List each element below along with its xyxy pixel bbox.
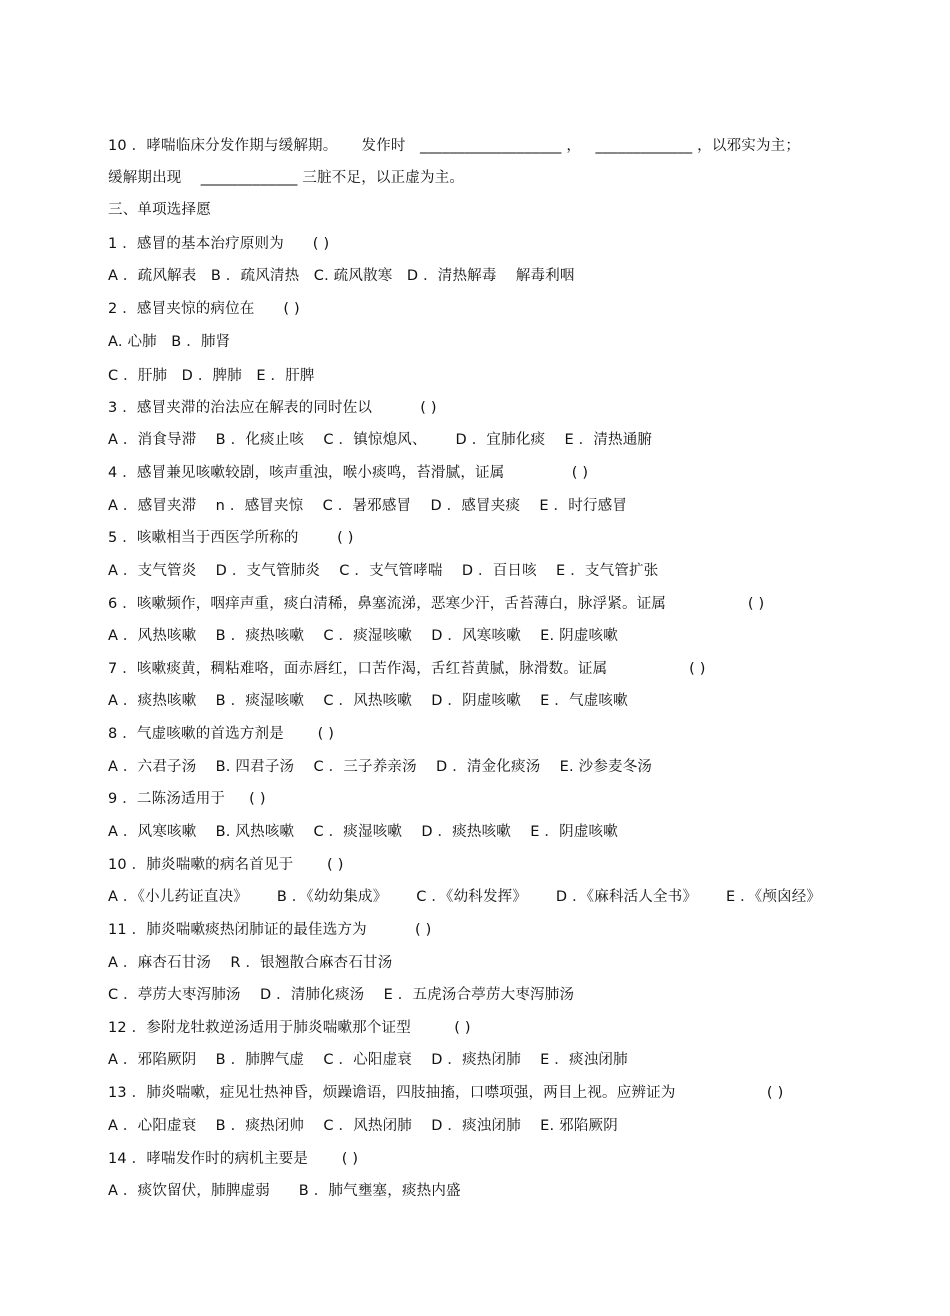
question-3-options: A ．消食导滞 B ．化痰止咳 C ．镇惊熄风、 D ．宜肺化痰 E ．清热通腑 (108, 432, 653, 448)
question-9-options: A ．风寒咳嗽 B. 风热咳嗽 C ．痰湿咳嗽 D ．痰热咳嗽 E ．阴虚咳嗽 (108, 824, 618, 840)
question-1: 1 ．感冒的基本治疗原则为 ( ) (108, 236, 330, 252)
question-2-options-2: C ．肝肺 D ．脾肺 E ．肝脾 (108, 368, 315, 384)
question-8-options: A ．六君子汤 B. 四君子汤 C ．三子养亲汤 D ．清金化痰汤 E. 沙参麦冬汤 (108, 759, 653, 775)
question-8: 8 ．气虚咳嗽的首选方剂是 ( ) (108, 726, 335, 742)
question-14: 14 ．哮喘发作时的病机主要是 ( ) (108, 1151, 359, 1167)
question-9: 9 ．二陈汤适用于 ( ) (108, 791, 266, 807)
question-7-options: A ．痰热咳嗽 B ．痰湿咳嗽 C ．风热咳嗽 D ．阴虚咳嗽 E ．气虚咳嗽 (108, 693, 628, 709)
question-13: 13 ．肺炎喘嗽，症见壮热神昏，烦躁谵语，四肢抽搐，口噤项强，两目上视。应辨证为 ( ) (108, 1085, 784, 1101)
question-6-options: A ．风热咳嗽 B ．痰热咳嗽 C ．痰湿咳嗽 D ．风寒咳嗽 E. 阴虚咳嗽 (108, 628, 618, 644)
question-11-options-1: A ．麻杏石甘汤 R ．银翘散合麻杏石甘汤 (108, 955, 393, 971)
section-heading: 三、单项选择愿 (108, 202, 211, 218)
question-10: 10 ．肺炎喘嗽的病名首见于 ( ) (108, 857, 344, 873)
question-10-options: A ．《小儿药证直决》 B ．《幼幼集成》 C ．《幼科发挥》 D ．《麻科活人全书》 E ．《颅囟经》 (108, 889, 822, 905)
question-3: 3 ．感冒夹滞的治法应在解表的同时佐以 ( ) (108, 400, 437, 416)
question-6: 6 ．咳嗽频作，咽痒声重，痰白清稀，鼻塞流涕，恶寒少汗，舌苔薄白，脉浮紧。证属 ( ) (108, 596, 765, 612)
question-11: 11 ．肺炎喘嗽痰热闭肺证的最佳选方为 ( ) (108, 922, 432, 938)
fill-blank-question-10-line-2: 缓解期出现 _____________ 三脏不足，以正虚为主。 (108, 170, 465, 186)
question-13-options: A ．心阳虚衰 B ．痰热闭帅 C ．风热闭肺 D ．痰浊闭肺 E. 邪陷厥阴 (108, 1118, 618, 1134)
question-2: 2 ．感冒夹惊的病位在 ( ) (108, 301, 300, 317)
question-14-options: A ．痰饮留伏，肺脾虚弱 B ．肺气壅塞，痰热内盛 (108, 1183, 461, 1199)
question-4-options: A ．感冒夹滞 n ．感冒夹惊 C ．暑邪感冒 D ．感冒夹痰 E ．时行感冒 (108, 498, 628, 514)
question-12-options: A ．邪陷厥阴 B ．肺脾气虚 C ．心阳虚衰 D ．痰热闭肺 E ．痰浊闭肺 (108, 1052, 628, 1068)
question-5: 5 ．咳嗽相当于西医学所称的 ( ) (108, 530, 354, 546)
fill-blank-question-10-line-1: 10 ．哮喘临床分发作期与缓解期。 发作时 ___________________ ， _____________ ，以邪实为主； (108, 138, 801, 154)
question-2-options-1: A. 心肺 B ．肺肾 (108, 334, 231, 350)
question-11-options-2: C ．葶苈大枣泻肺汤 D ．清肺化痰汤 E ．五虎汤合葶苈大枣泻肺汤 (108, 987, 575, 1003)
question-5-options: A ．支气管炎 D ．支气管肺炎 C ．支气管哮喘 D ．百日咳 E ．支气管扩张 (108, 563, 659, 579)
question-4: 4 ．感冒兼见咳嗽较剧，咳声重浊，喉小痰鸣，苔滑腻，证属 ( ) (108, 465, 589, 481)
question-7: 7 ．咳嗽痰黄，稠粘难咯，面赤唇红，口苦作渴，舌红苔黄腻，脉滑数。证属 ( ) (108, 661, 706, 677)
question-1-options: A ．疏风解表 B ．疏风清热 C. 疏风散寒 D ．清热解毒 解毒利咽 (108, 268, 575, 284)
question-12: 12 ．参附龙牡救逆汤适用于肺炎喘嗽那个证型 ( ) (108, 1020, 471, 1036)
